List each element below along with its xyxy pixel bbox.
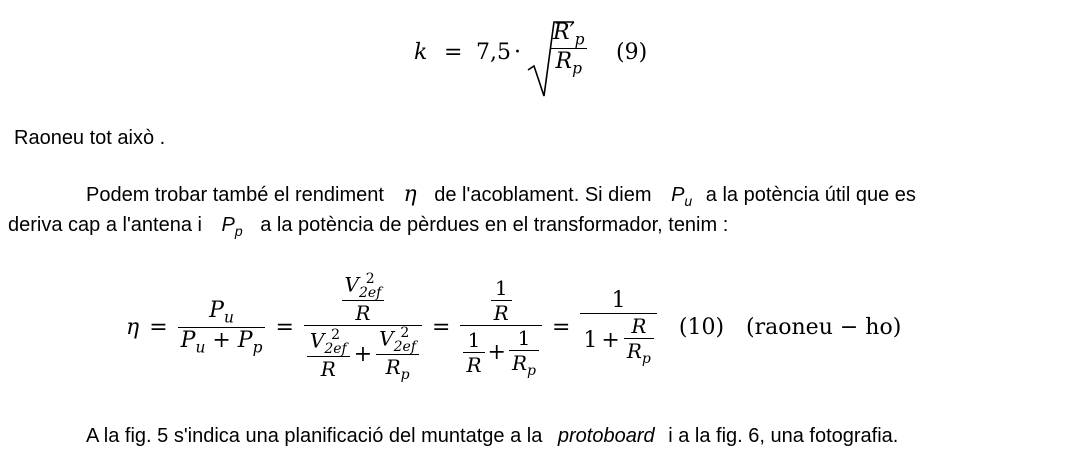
eq9-den-sub: p [572, 59, 582, 78]
eq9-den: R [555, 49, 573, 75]
eta-symbol: η [403, 182, 417, 207]
frac-pu-over-sum: $\frac{P_u}{P_u + P_p}$ [178, 298, 266, 356]
frac-reciprocal: $\frac{1}{R}$ $\frac{1}{R}$ + $\frac{1}{R_p}$ [460, 276, 542, 379]
equation-10 [126, 262, 901, 392]
para1-text-d: deriva cap a l'antena i [8, 214, 202, 236]
protoboard-term: protoboard [557, 425, 655, 447]
para1-text-c: a la potència útil que es [705, 184, 916, 206]
para2 [86, 425, 898, 448]
frac-final: 1 1 + $\frac{R}{R_p}$ [580, 288, 656, 367]
eq9-coef: 7,5 [476, 40, 511, 65]
pp-symbol: $P_p$ [221, 214, 243, 239]
eq9-num: R′ [553, 20, 575, 45]
para1-line2 [8, 214, 728, 239]
eq10-eta: η [126, 314, 140, 340]
eq9-fraction [550, 20, 587, 78]
para2-text-a: A la fig. 5 s'indica una planificació del muntatge a la [86, 425, 543, 447]
eq10-equals-3: = [432, 314, 451, 340]
eq9-dot: · [514, 40, 521, 65]
eq10-label: (10) [678, 314, 725, 340]
eq10-equals-1: = [149, 314, 168, 340]
eq10-note: (raoneu − ho) [746, 314, 902, 340]
para2-text-b: i a la fig. 6, una fotografia. [668, 425, 899, 447]
eq9-k: k [414, 40, 428, 65]
para1-text-e: a la potència de pèrdues en el transformador, tenim : [260, 214, 729, 236]
eq9-equals: = [444, 40, 463, 65]
eq9-num-sub: p [574, 30, 585, 49]
eq10-equals-2: = [275, 314, 294, 340]
para1-text-a: Podem trobar també el rendiment [86, 184, 384, 206]
frac-voltage: V 2 2ef R V 2 2ef R + V 2 2ef $R_p$ [304, 272, 422, 383]
reason-line: Raoneu tot això . [14, 127, 166, 149]
para1-text-b: de l'acoblament. Si diem [434, 184, 652, 206]
eq9-label: (9) [616, 40, 648, 65]
eq10-equals-4: = [551, 314, 571, 340]
para1-line1 [86, 182, 916, 209]
pu-symbol: $P_u$ [671, 184, 693, 209]
